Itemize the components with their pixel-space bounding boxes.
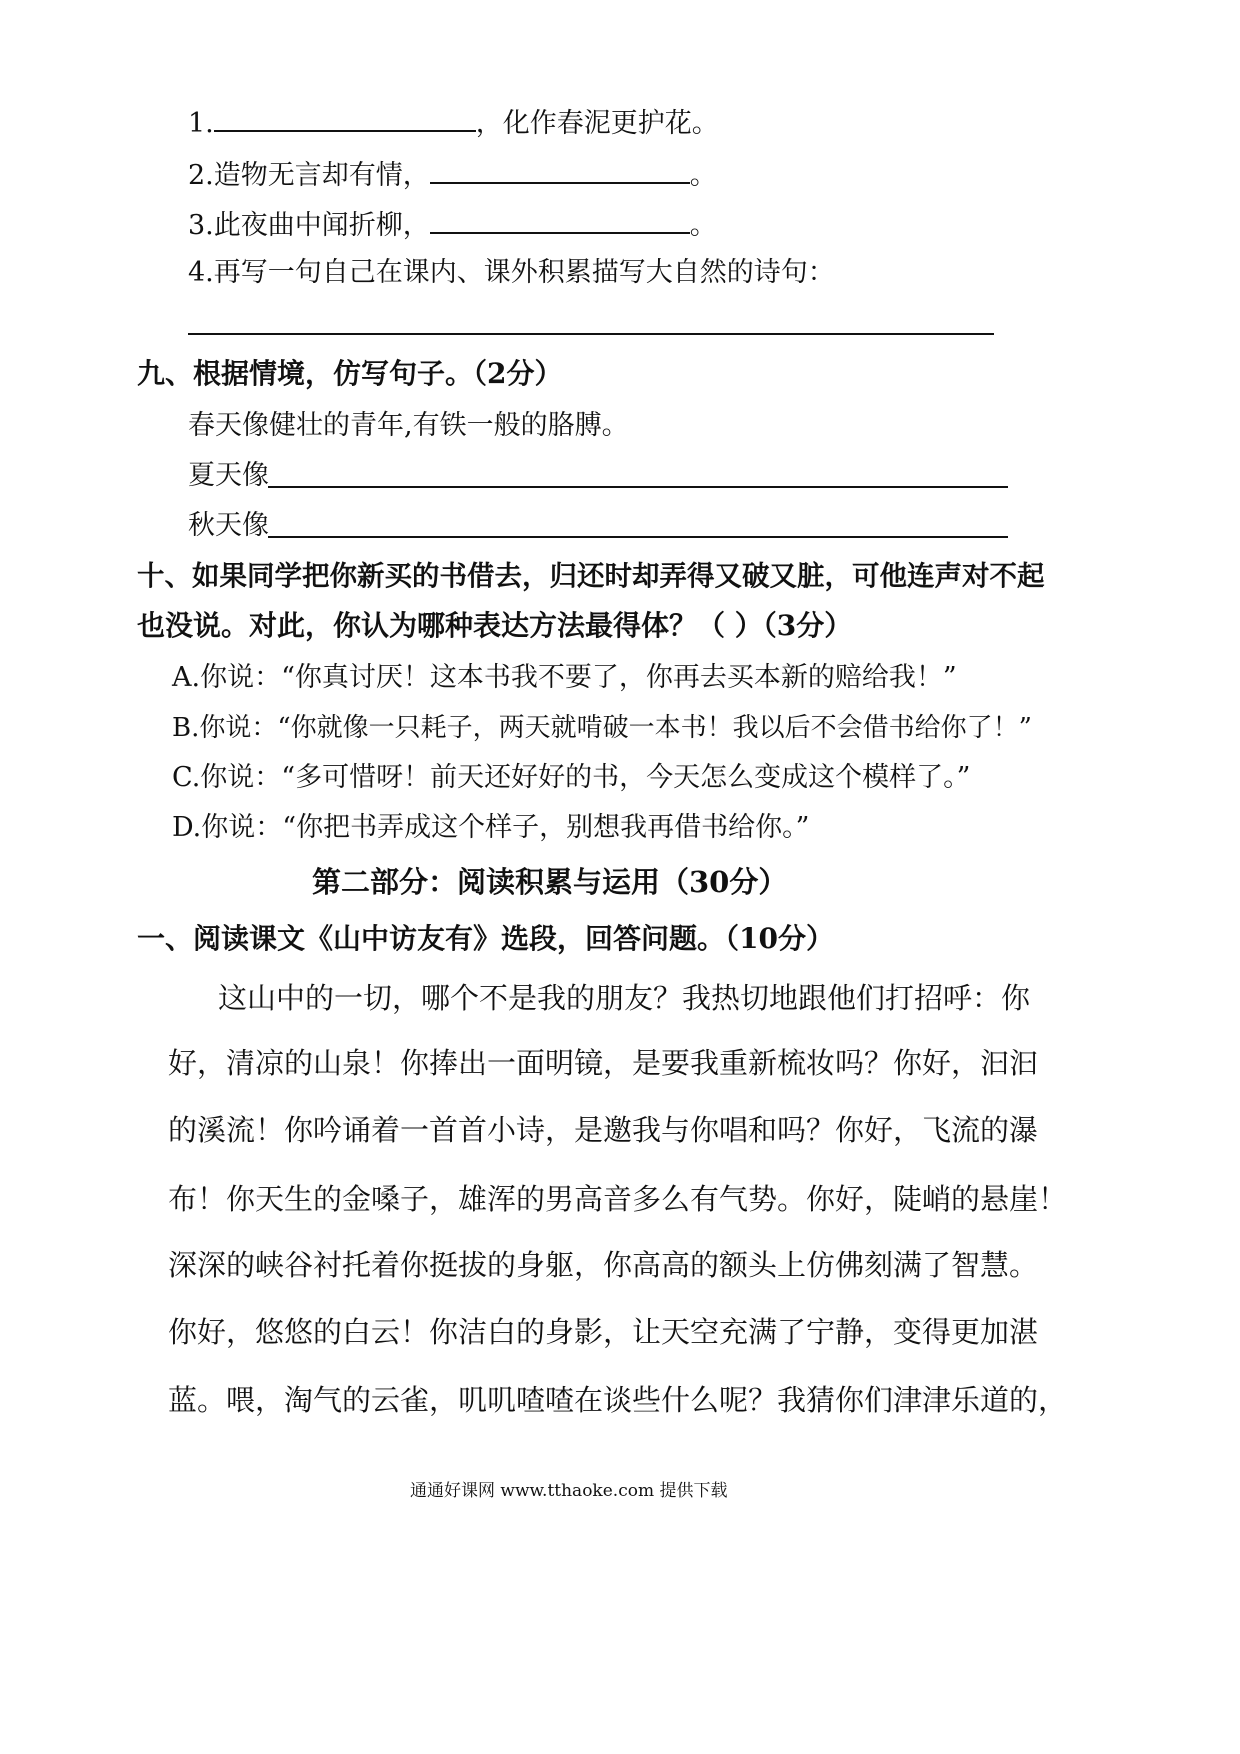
item-number: 3. — [188, 210, 214, 241]
passage-line: 深深的峡谷衬托着你挺拔的身躯，你高高的额头上仿佛刻满了智慧。 — [168, 1248, 1039, 1282]
fill-item-1 — [188, 104, 719, 141]
item-number: 1. — [188, 108, 214, 139]
passage-line: 这山中的一切，哪个不是我的朋友？我热切地跟他们打招呼：你 — [218, 981, 1031, 1015]
answer-blank[interactable] — [214, 104, 476, 132]
item-number: 2. — [188, 160, 214, 191]
answer-blank[interactable] — [430, 156, 690, 184]
q10-option-b[interactable]: B.你说：“你就像一只耗子，两天就啃破一本书！我以后不会借书给你了！” — [172, 713, 1032, 743]
q10-title-line2: 也没说。对此，你认为哪种表达方法最得体？（ ）（3分） — [137, 609, 853, 642]
item-text: 造物无言却有情， — [213, 160, 430, 191]
item-text-end: 。 — [689, 160, 717, 191]
passage-line: 布！你天生的金嗓子，雄浑的男高音多么有气势。你好，陡峭的悬崖！ — [168, 1182, 1068, 1216]
fill-item-4 — [188, 256, 835, 290]
item-number: 4. — [188, 257, 214, 288]
passage-line: 蓝。喂，淘气的云雀，叽叽喳喳在谈些什么呢？我猜你们津津乐道的， — [168, 1383, 1068, 1417]
item-text: 此夜曲中闻折柳， — [213, 210, 430, 241]
q9-line-autumn[interactable] — [268, 536, 1008, 538]
answer-line-4[interactable] — [188, 333, 994, 335]
q9-line-autumn-label: 秋天像 — [188, 510, 269, 541]
part2-q1-title: 一、阅读课文《山中访友有》选段，回答问题。（10分） — [137, 922, 834, 955]
item-text: ，化作春泥更护花。 — [475, 108, 719, 139]
item-text: 再写一句自己在课内、课外积累描写大自然的诗句： — [213, 257, 835, 288]
q10-option-a[interactable]: A.你说：“你真讨厌！这本书我不要了，你再去买本新的赔给我！” — [172, 662, 957, 693]
q10-option-d[interactable]: D.你说：“你把书弄成这个样子，别想我再借书给你。” — [172, 812, 810, 843]
passage-line: 你好，悠悠的白云！你洁白的身影，让天空充满了宁静，变得更加湛 — [168, 1315, 1039, 1349]
passage-line: 的溪流！你吟诵着一首首小诗，是邀我与你唱和吗？你好，飞流的瀑 — [168, 1113, 1039, 1147]
part2-title: 第二部分：阅读积累与运用（30分） — [312, 865, 788, 899]
fill-item-2 — [188, 156, 717, 193]
q9-line-summer[interactable] — [268, 486, 1008, 488]
fill-item-3 — [188, 206, 717, 243]
q10-option-c[interactable]: C.你说：“多可惜呀！前天还好好的书，今天怎么变成这个模样了。” — [172, 762, 971, 793]
page-footer: 通通好课网 www.tthaoke.com 提供下载 — [410, 1481, 728, 1501]
passage-line: 好，清凉的山泉！你捧出一面明镜，是要我重新梳妆吗？你好，汩汩 — [168, 1046, 1039, 1080]
q10-title-line1: 十、如果同学把你新买的书借去，归还时却弄得又破又脏，可他连声对不起 — [137, 560, 1045, 592]
item-text-end: 。 — [689, 210, 717, 241]
q9-line-summer-label: 夏天像 — [188, 460, 269, 491]
q9-example: 春天像健壮的青年,有铁一般的胳膊。 — [188, 410, 629, 441]
answer-blank[interactable] — [430, 206, 690, 234]
q9-title: 九、根据情境，仿写句子。（2分） — [137, 357, 563, 390]
